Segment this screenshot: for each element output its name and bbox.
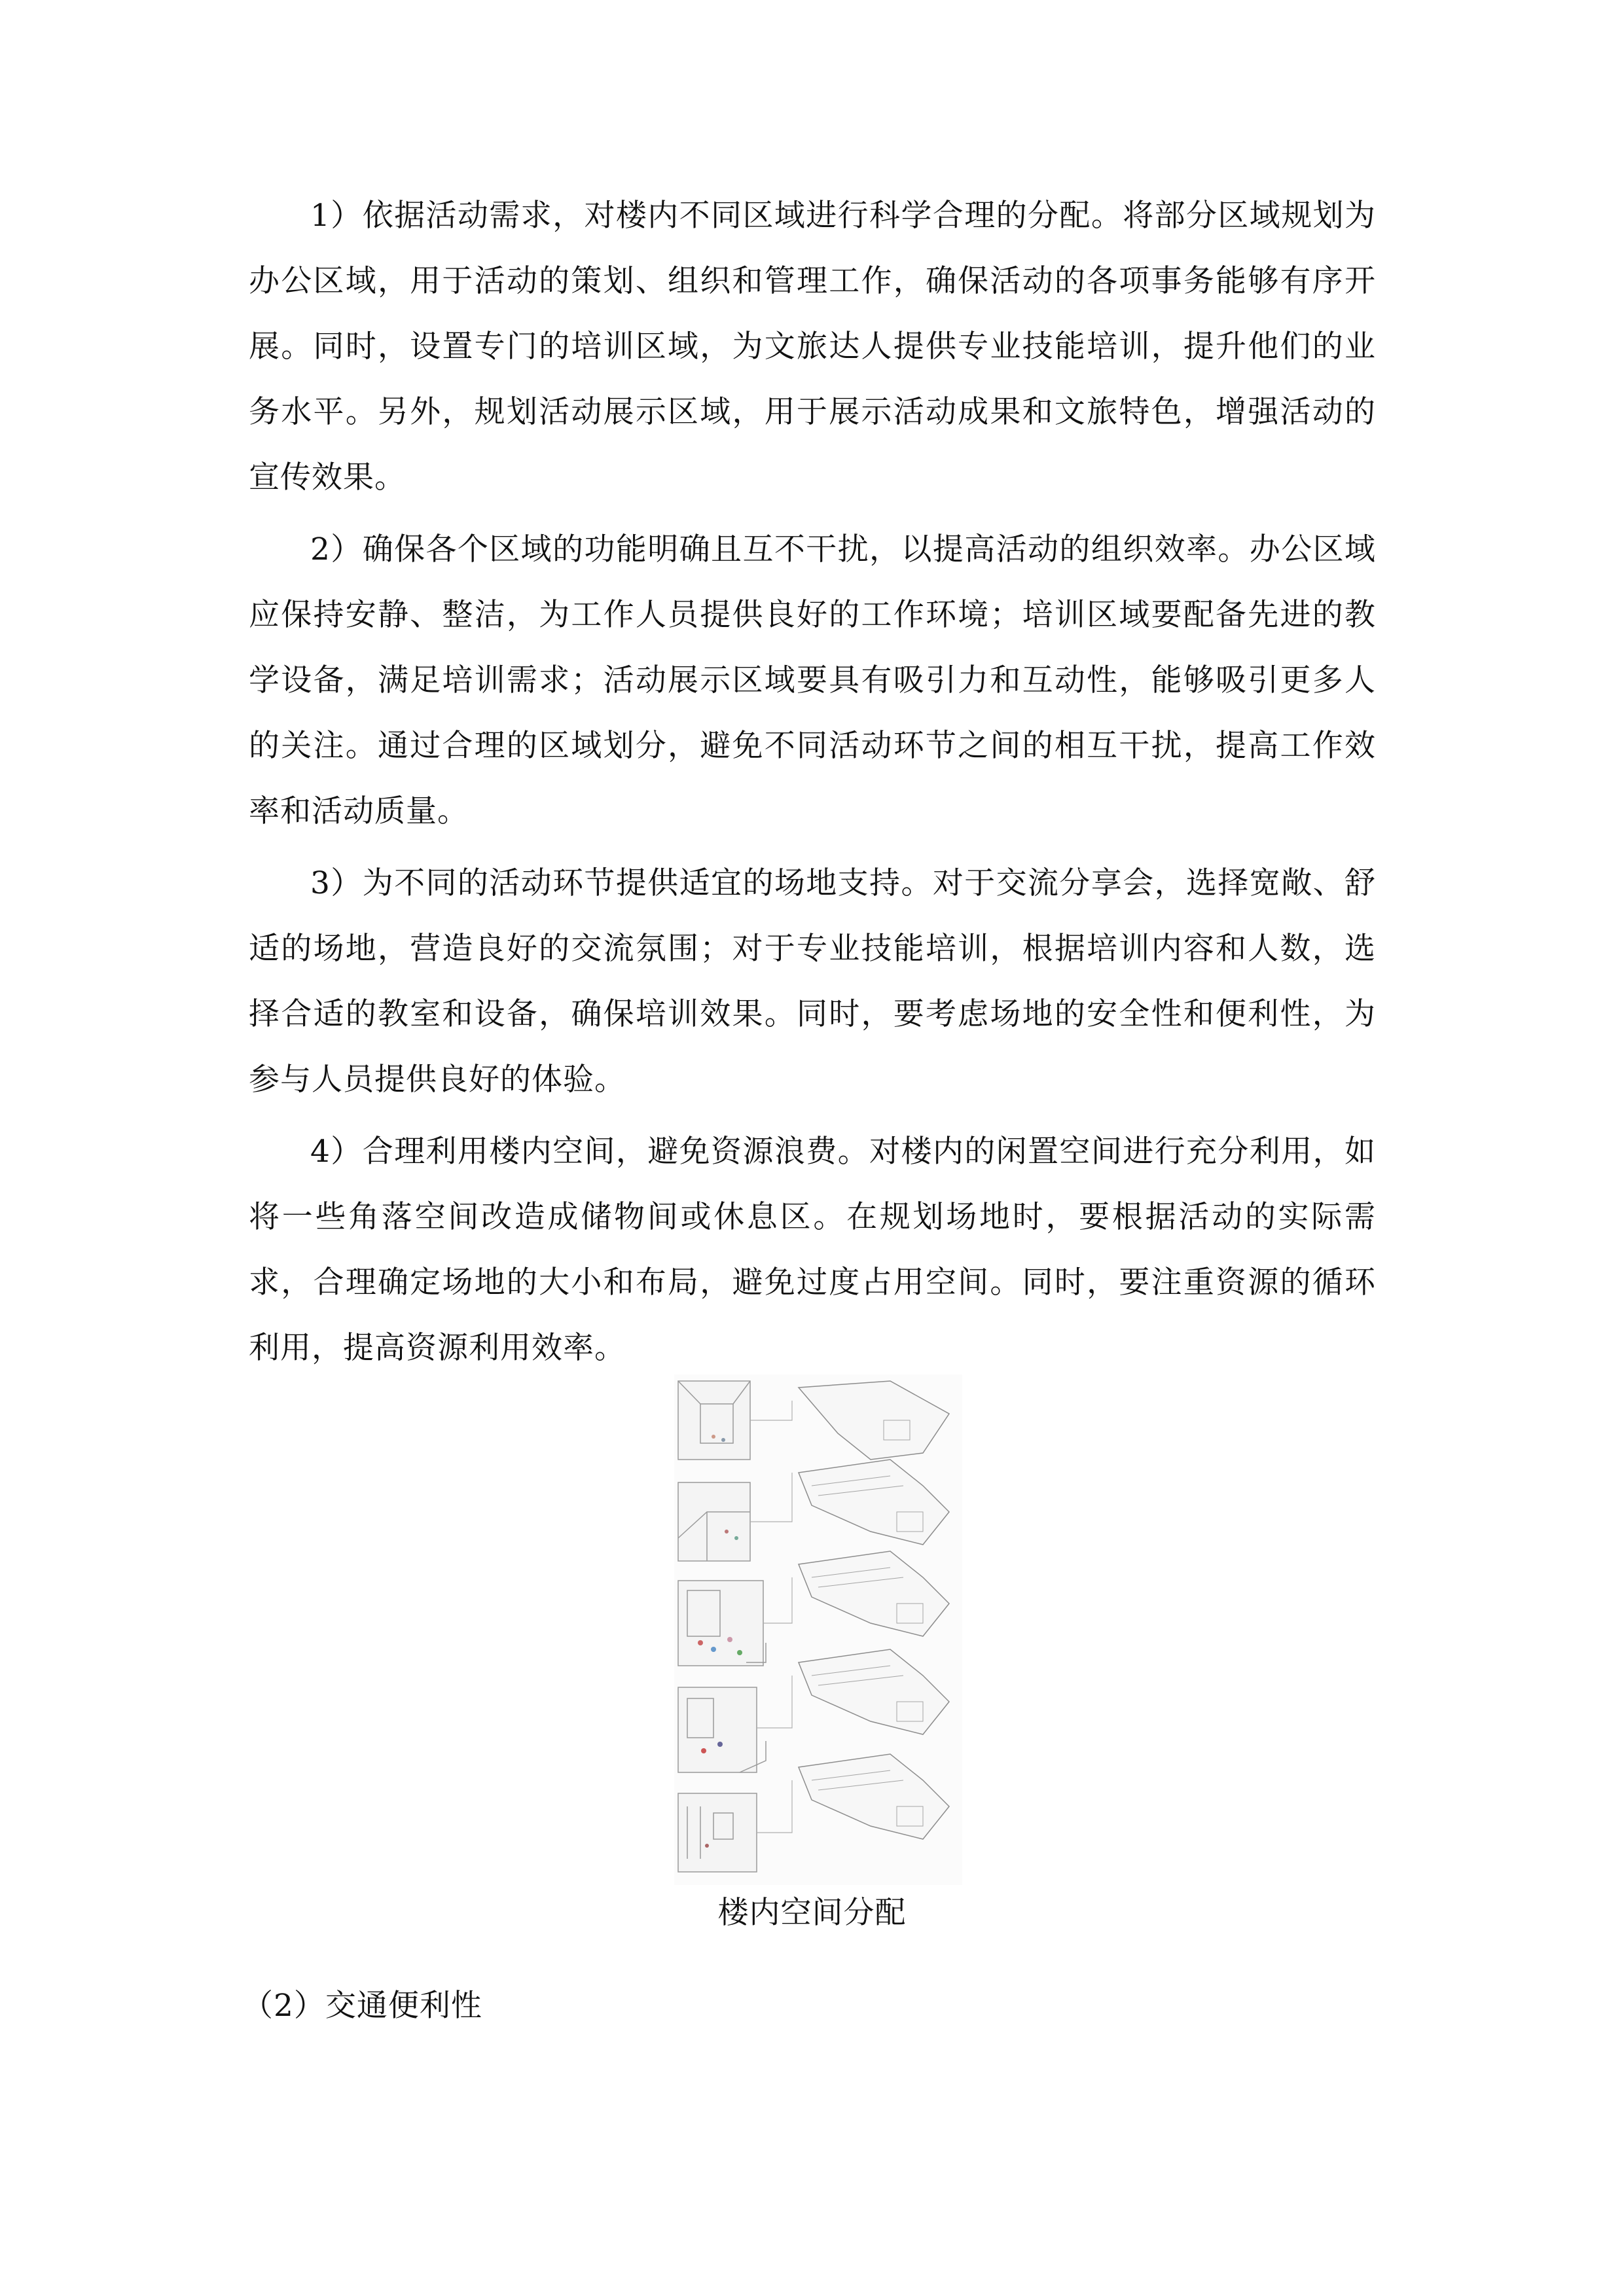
axonometric-floor-diagram	[674, 1374, 962, 1885]
vignette-2	[678, 1482, 750, 1561]
paragraph-1: 1）依据活动需求，对楼内不同区域进行科学合理的分配。将部分区域规划为办公区域，用于活动的策划、组织和管理工作，确保活动的各项事务能够有序开展。同时，设置专门的培训区域，为文旅达人提供专业技能培训，提升他们的业务水平。另外，规划活动展示区域，用于展示活动成果和文旅特色，增强活动的宣传效果。	[249, 198, 1376, 495]
section-heading: （2）交通便利性	[242, 1988, 482, 2024]
paragraph-3: 3）为不同的活动环节提供适宜的场地支持。对于交流分享会，选择宽敞、舒适的场地，营造良好的交流氛围；对于专业技能培训，根据培训内容和人数，选择合适的教室和设备，确保培训效果。同时，要考虑场地的安全性和便利性，为参与人员提供良好的体验。	[249, 865, 1376, 1098]
vignette-1	[678, 1381, 750, 1460]
figure-caption: 楼内空间分配	[717, 1895, 907, 1931]
body-text	[249, 183, 1376, 1388]
paragraph-2: 2）确保各个区域的功能明确且互不干扰，以提高活动的组织效率。办公区域应保持安静、整洁，为工作人员提供良好的工作环境；培训区域要配备先进的教学设备，满足培训需求；活动展示区域要具有吸引力和互动性，能够吸引更多人的关注。通过合理的区域划分，避免不同活动环节之间的相互干扰，提高工作效率和活动质量。	[249, 531, 1376, 829]
paragraph-4: 4）合理利用楼内空间，避免资源浪费。对楼内的闲置空间进行充分利用，如将一些角落空间改造成储物间或休息区。在规划场地时，要根据活动的实际需求，合理确定场地的大小和布局，避免过度占用空间。同时，要注重资源的循环利用，提高资源利用效率。	[249, 1134, 1376, 1366]
vignette-4	[678, 1687, 766, 1772]
vignette-3	[678, 1581, 766, 1666]
vignette-5	[678, 1793, 757, 1872]
floor-space-figure	[674, 1374, 962, 1885]
